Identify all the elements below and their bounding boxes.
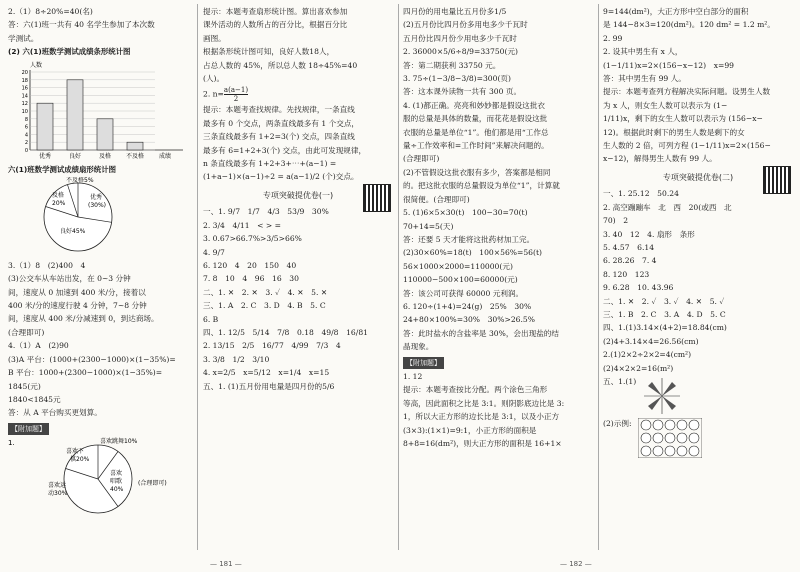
text-line: 4.（1）A (2)90 bbox=[8, 341, 69, 351]
pie-label: 不及格5% bbox=[66, 177, 94, 185]
pie-label: 喜欢运 bbox=[48, 482, 67, 490]
text-line: (2)30×60%=18(t) 100×56%=56(t) bbox=[403, 248, 542, 258]
section-title bbox=[603, 172, 793, 184]
text-line: 70+14=5(天) bbox=[403, 221, 454, 231]
text-line: 服的总量是具体的数量，而花花是假设这批 bbox=[403, 114, 548, 124]
pie-label: 40% bbox=[110, 486, 124, 494]
answer-line: 2. 13/15 2/5 16/77 4/99 7/3 4 bbox=[203, 341, 341, 351]
text-line bbox=[203, 86, 393, 103]
answer-line: 7. 8 10 4 96 16 30 bbox=[203, 274, 299, 284]
answer-line: 9. 6.28 10. 43.96 bbox=[603, 283, 674, 293]
y-tick-label: 14 bbox=[21, 93, 28, 100]
text-line: 四月份的用电量比五月份多1/5 bbox=[403, 7, 507, 16]
pie-label: 20% bbox=[52, 200, 66, 208]
text-line: 占总人数的 45%，所以总人数 18÷45%=40 bbox=[203, 60, 358, 70]
column-4 bbox=[603, 6, 793, 550]
text-line: (2)五月份比四月份多用电多少千瓦时 bbox=[403, 20, 528, 30]
y-tick-label: 8 bbox=[24, 116, 28, 123]
column-3 bbox=[403, 6, 593, 550]
text-line: 答：从 A 平台购买更划算。 bbox=[8, 408, 102, 418]
answer-line: 五、1.(1) bbox=[603, 376, 637, 386]
pie-label: 喜欢跳舞10% bbox=[100, 438, 138, 446]
question-number: 1. bbox=[8, 439, 15, 448]
answer-line: 70) 2 bbox=[603, 216, 629, 226]
text-line: 答：还要 5 天才能将这批药材加工完。 bbox=[403, 234, 535, 244]
section-title-text: 专项突破提优卷(二) bbox=[662, 172, 734, 182]
text-line: 为 x 人，则女生人数可以表示为 (1− bbox=[603, 100, 728, 110]
pie-label: 动30% bbox=[48, 490, 68, 498]
text-line: 答：该公司可获得 60000 元利润。 bbox=[403, 288, 524, 298]
text-line: 提示：本题考查列方程解决实际问题。设男生人数 bbox=[603, 87, 771, 97]
pie-label: 优秀 bbox=[90, 194, 103, 202]
qr-code-icon bbox=[363, 184, 391, 212]
text-line: 3.（1）8 (2)400 4 bbox=[8, 260, 86, 270]
symmetry-figure bbox=[642, 376, 682, 416]
text-line: 400 米/分的速度行驶 4 分钟，7~8 分钟 bbox=[8, 301, 147, 311]
column-divider bbox=[398, 4, 399, 550]
column-divider bbox=[197, 4, 198, 550]
text-line: 24+80×100%=30% 30%>26.5% bbox=[403, 315, 535, 325]
answer-line: 三、1. B 2. C 3. A 4. D 5. C bbox=[603, 309, 726, 319]
text-line: 提示：本题考查按比分配。两个涂色三角形 bbox=[403, 385, 548, 395]
pie-label: 喜欢 bbox=[110, 470, 123, 478]
text-line: 答：其中男生有 99 人。 bbox=[603, 74, 686, 84]
text-line: 8+8=16(dm²)，则大正方形的面积是 16+1× bbox=[403, 439, 562, 448]
answer-line: (2)4×2×2=16(m²) bbox=[603, 363, 674, 373]
bar bbox=[37, 103, 53, 150]
text-line: 等高，因此面积之比是 3:1。则阴影底边比是 3: bbox=[403, 398, 565, 408]
answer-line: 3. 40 12 4. 扇形 条形 bbox=[603, 229, 695, 239]
answer-line: 四、1. 12/5 5/14 7/8 0.18 49/8 16/81 bbox=[203, 327, 368, 337]
text-line: 2. 99 bbox=[603, 33, 623, 43]
pie-label: 及格 bbox=[52, 192, 65, 200]
y-tick-label: 6 bbox=[24, 124, 28, 131]
answer-line: (2)4+3.14×4=26.56(cm) bbox=[603, 336, 699, 346]
text-line: (3)A 平台：(1000+(2300−1000)×(1−35%)= bbox=[8, 354, 176, 364]
answer-line: 6. B bbox=[203, 314, 219, 324]
bar bbox=[97, 118, 113, 149]
text-line: 画图。 bbox=[203, 33, 226, 43]
pie-label: (30%) bbox=[88, 202, 107, 210]
chart-title: 六(1)班数学测试成绩扇形统计图 bbox=[8, 165, 116, 175]
answer-line: 2. 3/4 4/11 < > = bbox=[203, 220, 282, 230]
text-line: (合理即可) bbox=[8, 327, 45, 337]
answer-line: 一、1. 9/7 1/7 4/3 53/9 30% bbox=[203, 207, 329, 217]
y-tick-label: 20 bbox=[21, 69, 28, 76]
text-line: (3×3):(1×1)=9:1，小正方形的面积是 bbox=[403, 425, 537, 435]
text-line: 6. 120÷(1+4)=24(g) 25% 30% bbox=[403, 301, 532, 311]
text-line: (合理即可) bbox=[403, 154, 440, 164]
answer-line: 6. 28.26 7. 4 bbox=[603, 256, 657, 266]
pie-label: 良好45% bbox=[60, 228, 86, 236]
text-line: 1，所以大正方形的边长比是 3:1，以及小正方 bbox=[403, 412, 560, 422]
text-line: 3. 75÷(1−3/8−3/8)=300(页) bbox=[403, 74, 511, 84]
text-line: 提示：本题考查找规律。先找规律，一条直线 bbox=[203, 105, 355, 115]
text-line: 5. (1)6×5×30(t) 100−30=70(t) bbox=[403, 208, 528, 218]
bar-chart-ylabel: 人数 bbox=[30, 61, 43, 69]
answer-line: 2.(1)2×2÷2×2=4(cm²) bbox=[603, 350, 692, 360]
text-line: 生人数的 2 倍，可列方程 (1−1/11)x=2×(156− bbox=[603, 141, 771, 151]
answer-line: 8. 120 123 bbox=[603, 269, 650, 279]
text-line: x−12)，解得男生人数有 99 人。 bbox=[603, 154, 717, 164]
answer-line: 一、1. 25.12 50.24 bbox=[603, 189, 679, 199]
text-line: 答：这本课外读物一共有 300 页。 bbox=[403, 87, 522, 97]
fraction: $\frac{a(a-1)}{2}$ bbox=[223, 86, 249, 104]
y-tick-label: 18 bbox=[21, 77, 28, 84]
y-tick-label: 0 bbox=[24, 147, 28, 154]
text-line: 三条直线最多有 1+2=3(个) 交点，四条直线 bbox=[203, 132, 355, 142]
text-line: 课外活动的人数所占的百分比，根据百分比 bbox=[203, 20, 348, 30]
text-line: (2)不管假设这批衣服有多少，答案都是相同 bbox=[403, 167, 551, 177]
pie-chart-2 bbox=[8, 437, 191, 517]
answer-line: 二、1. ✕ 2. ✕ 3. ✓ 4. ✕ 5. ✕ bbox=[203, 287, 328, 297]
text-line: B 平台：1000+(2300−1000)×(1−35%)= bbox=[8, 368, 163, 378]
text-line: 1840<1845元 bbox=[8, 394, 61, 404]
text-line: 学测试。 bbox=[8, 33, 39, 43]
answer-line: 五、1. (1)五月份用电量是四月份的5/6 bbox=[203, 381, 335, 391]
formula-prefix: 2. n= bbox=[203, 89, 224, 99]
answer-line: 3. 0.67>66.7%>3/5>66% bbox=[203, 234, 302, 244]
text-line: 答：六(1)班一共有 40 名学生参加了本次数 bbox=[8, 20, 155, 30]
text-line: (人)。 bbox=[203, 74, 225, 84]
text-line: 1/11)x，剩下的女生人数可以表示为 (156−x− bbox=[603, 114, 763, 124]
text-line: 4. (1)都正确。亮亮和妙妙都是假设这批衣 bbox=[403, 100, 545, 110]
text-line: 很简便。(合理即可) bbox=[403, 194, 470, 204]
section-title-text: 专项突破提优卷(一) bbox=[262, 190, 334, 200]
answer-line: 三、1. A 2. C 3. D 4. B 5. C bbox=[203, 301, 326, 311]
text-line: 1. 12 bbox=[403, 371, 423, 381]
text-line: 2. 36000×5/6÷8/9=33750(元) bbox=[403, 47, 519, 57]
text-line: 是 144−8×3=120(dm²)。120 dm² = 1.2 m²。 bbox=[603, 20, 775, 30]
text-line: 五月份比四月份少用电多少千瓦时 bbox=[403, 33, 517, 43]
qr-code-icon bbox=[763, 166, 791, 194]
x-tick-label: 成绩 bbox=[158, 152, 172, 160]
text-line: 量÷工作效率和=工作时间”来解决问题的。 bbox=[403, 141, 549, 151]
text-line: 根据条形统计图可知，良好人数18人， bbox=[203, 47, 335, 57]
text-line: 衣服的总量是单位“1”。他们都是用“工作总 bbox=[403, 127, 549, 137]
text-line: 110000−500×100=60000(元) bbox=[403, 275, 518, 285]
y-tick-label: 4 bbox=[24, 132, 28, 139]
column-divider bbox=[598, 4, 599, 550]
text-line: 间，速度从 0 加速到 400 米/分，接着以 bbox=[8, 287, 146, 297]
answer-line: 二、1. ✕ 2. ✓ 3. ✓ 4. ✕ 5. ✓ bbox=[603, 296, 725, 306]
bar bbox=[127, 142, 143, 150]
text-line: 2. 设其中男生有 x 人， bbox=[603, 47, 683, 57]
addon-heading: 【附加题】 bbox=[403, 357, 444, 369]
text-line: 1845(元) bbox=[8, 381, 41, 391]
page-number-left: — 181 — bbox=[210, 560, 242, 568]
chart-title: (2) 六(1)班数学测试成绩条形统计图 bbox=[8, 47, 131, 57]
answer-line: 4. 9/7 bbox=[203, 247, 225, 257]
y-tick-label: 12 bbox=[21, 100, 28, 107]
answer-line: 6. 120 4 20 150 40 bbox=[203, 260, 297, 270]
pie-label: 喜欢下 bbox=[66, 448, 85, 456]
answer-line: 4. x=2/5 x=5/12 x=1/4 x=15 bbox=[203, 368, 330, 378]
answer-line: 四、1.(1)3.14×(4+2)=18.84(cm) bbox=[603, 323, 727, 333]
bar bbox=[67, 79, 83, 149]
text-line: 2.（1）8÷20%=40(名) bbox=[8, 7, 93, 16]
column-1 bbox=[8, 6, 191, 550]
text-line: 12)。根据此时剩下的男生人数是剩下的女 bbox=[603, 127, 745, 137]
y-tick-label: 16 bbox=[21, 85, 28, 92]
answer-line: 5. 4.57 6.14 bbox=[603, 242, 655, 252]
text-line: 提示：本题考查扇形统计图。算出喜欢参加 bbox=[203, 7, 348, 16]
page-number-right: — 182 — bbox=[560, 560, 592, 568]
addon-heading: 【附加题】 bbox=[8, 423, 49, 435]
text-line: 的。把这批衣服的总量假设为单位“1”，计算就 bbox=[403, 181, 560, 191]
bar-chart bbox=[8, 60, 191, 160]
text-line: 答：第二期获利 33750 元。 bbox=[403, 60, 501, 70]
x-tick-label: 及格 bbox=[98, 152, 112, 160]
text-line: n 条直线最多有 1+2+3+⋯+(a−1) = bbox=[203, 159, 337, 169]
pie-label: 唱歌 bbox=[110, 478, 123, 486]
answer-line: 3. 3/8 1/2 3/10 bbox=[203, 354, 270, 364]
text-line: 9=144(dm²)，大正方形中空白部分的面积 bbox=[603, 7, 749, 16]
section-title bbox=[203, 190, 393, 202]
x-tick-label: 优秀 bbox=[38, 152, 52, 160]
text-line: (1+a−1)×(a−1)÷2 = a(a−1)/2 (个)交点。 bbox=[203, 172, 359, 182]
text-line: 最多有 6=1+2+3(个) 交点，由此可发现规律， bbox=[203, 145, 367, 155]
text-line: 56×1000×2000=110000(元) bbox=[403, 261, 513, 271]
tiling-figure bbox=[638, 418, 702, 458]
text-line: 答：此时盐水的含盐率是 30%，会出现盐的结 bbox=[403, 328, 559, 338]
answer-line: (2)示例: bbox=[603, 418, 632, 428]
y-tick-label: 2 bbox=[24, 139, 28, 146]
y-tick-label: 10 bbox=[21, 108, 28, 115]
pie-label: (合理即可) bbox=[138, 480, 167, 488]
pie-label: 棋20% bbox=[70, 456, 90, 464]
x-tick-label: 良好 bbox=[68, 152, 82, 160]
text-line: (3)公交车从车站出发，在 0~3 分钟 bbox=[8, 274, 131, 284]
text-line: 最多有 0 个交点，两条直线最多有 1 个交点， bbox=[203, 118, 360, 128]
answer-line: 2. 高空蹦蹦车 北 西 20(或西 北 bbox=[603, 202, 732, 212]
pie-chart bbox=[8, 177, 191, 255]
text-line: (1−1/11)x=2×(156−x−12) x=99 bbox=[603, 60, 735, 70]
column-2 bbox=[203, 6, 393, 550]
text-line: 晶现象。 bbox=[403, 342, 434, 352]
x-tick-label: 不及格 bbox=[125, 152, 145, 160]
text-line: 间，速度从 400 米/分减速到 0，到达商场。 bbox=[8, 314, 159, 324]
